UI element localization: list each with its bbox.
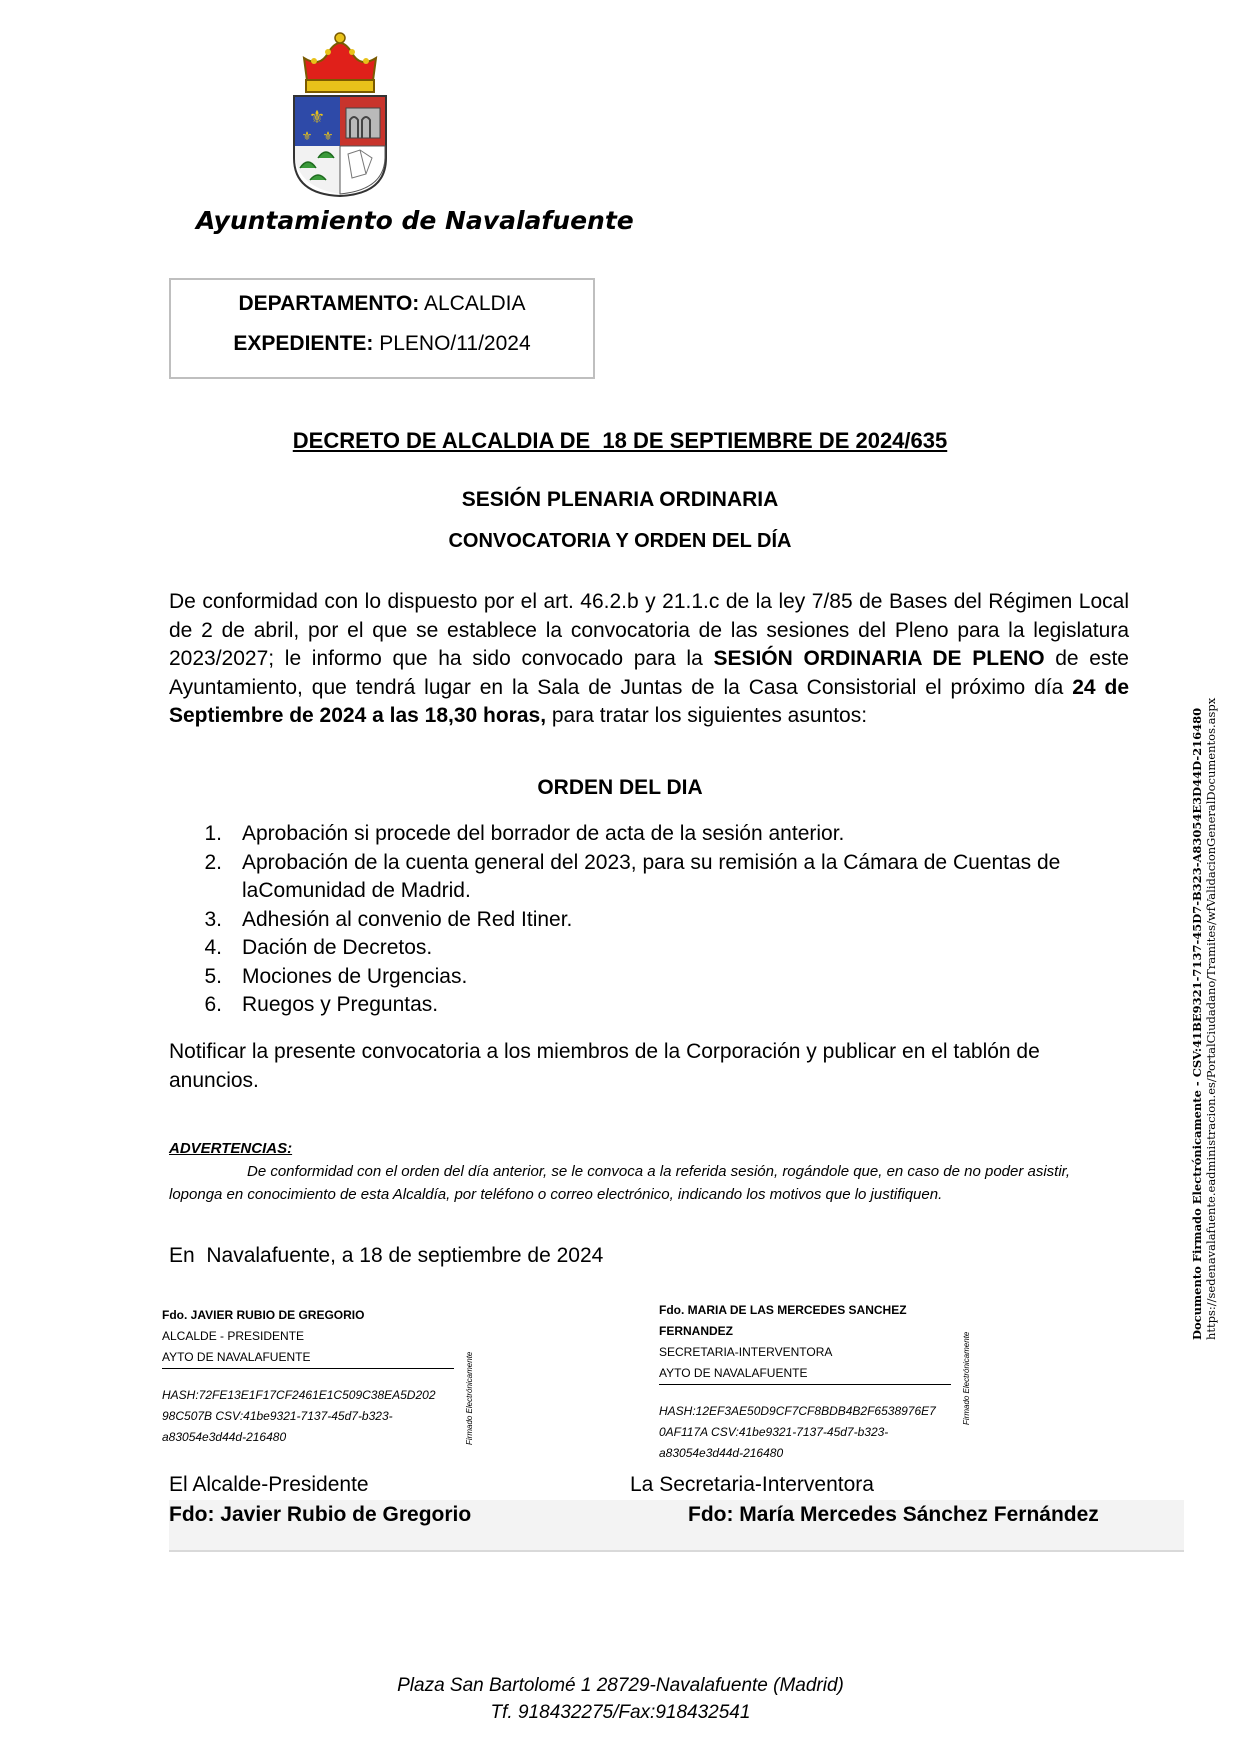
signature-name: Fdo. MARIA DE LAS MERCEDES SANCHEZ FERNANDEZ bbox=[659, 1303, 907, 1338]
body-text-1: De conformidad con lo dispuesto por el art. 46.2.b y 21.1.c de la ley 7/85 de Bases del Régimen Local de 2 de abril, por el que se establece la convocatoria de las sesiones del Pleno para la legislatura 2023/2027; le informo que ha sido convocado para la bbox=[169, 590, 1129, 670]
signature-role: ALCALDE - PRESIDENTE bbox=[162, 1329, 305, 1343]
agenda-item-number: 3. bbox=[204, 907, 222, 931]
orden-title: ORDEN DEL DIA bbox=[537, 776, 703, 799]
body-text-2: de este Ayuntamiento, que tendrá lugar en la Sala de Juntas de la Casa Consistorial el próximo día bbox=[169, 647, 1129, 699]
signature-hash: HASH:72FE13E1F17CF2461E1C509C38EA5D202 bbox=[162, 1388, 436, 1402]
svg-text:⚜: ⚜ bbox=[322, 129, 334, 143]
svg-text:⚜: ⚜ bbox=[308, 107, 326, 128]
town-name: Ayuntamiento de Navalafuente bbox=[196, 206, 634, 235]
convocatoria-title: CONVOCATORIA Y ORDEN DEL DÍA bbox=[448, 530, 792, 552]
signature-org: AYTO DE NAVALAFUENTE bbox=[162, 1347, 454, 1369]
agenda-item-text: Aprobación si procede del borrador de acta de la sesión anterior. bbox=[242, 822, 845, 845]
agenda-item-number: 6. bbox=[204, 993, 222, 1016]
signature-hash: a83054e3d44d-216480 bbox=[659, 1446, 784, 1460]
agenda-item bbox=[196, 991, 1136, 1020]
signature-stamp-right: Firmado Electrónicamente bbox=[962, 1331, 971, 1425]
signature-hash: a83054e3d44d-216480 bbox=[162, 1430, 287, 1444]
agenda-item bbox=[196, 820, 1136, 849]
signature-hash: HASH:12EF3AE50D9CF7CF8BDB4B2F6538976E7 bbox=[659, 1404, 936, 1418]
department-value: ALCALDIA bbox=[419, 292, 526, 315]
body-text-3: para tratar los siguientes asuntos: bbox=[546, 704, 868, 727]
agenda-item-text: Mociones de Urgencias. bbox=[242, 964, 468, 988]
place-date: En Navalafuente, a 18 de septiembre de 2024 bbox=[169, 1244, 604, 1267]
stamp-line-csv: Documento Firmado Electrónicamente - CSV:41BE9321-7137-45D7-B323-A83054E3D44D-216480 bbox=[1190, 707, 1204, 1340]
agenda-item bbox=[196, 849, 1136, 906]
footer-address: Plaza San Bartolomé 1 28729-Navalafuente (Madrid) bbox=[397, 1675, 844, 1696]
decree-title: DECRETO DE ALCALDIA DE 18 DE SEPTIEMBRE DE 2024/635 bbox=[292, 428, 948, 453]
agenda-item-number: 2. bbox=[204, 850, 222, 874]
department-box bbox=[169, 278, 595, 379]
expediente-label: EXPEDIENTE: bbox=[233, 332, 374, 355]
closing-signer-right: Fdo: María Mercedes Sánchez Fernández bbox=[688, 1503, 1099, 1526]
closing-signer-left: Fdo: Javier Rubio de Gregorio bbox=[169, 1503, 472, 1526]
agenda-item-text: Aprobación de la cuenta general del 2023, para su remisión a la Cámara de Cuentas de laComunidad de Madrid. bbox=[242, 850, 1061, 902]
signature-role: SECRETARIA-INTERVENTORA bbox=[659, 1345, 833, 1359]
agenda-item-text: Adhesión al convenio de Red Itiner. bbox=[242, 907, 573, 931]
agenda-item bbox=[196, 906, 1136, 935]
svg-text:⚜: ⚜ bbox=[301, 129, 313, 143]
advertencias-text: De conformidad con el orden del día anterior, se le convoca a la referida sesión, rogándole que, en caso de no poder asistir, loponga en conocimiento de esta Alcaldía, por teléfono o correo electrónico, indicando los motivos que lo justifiquen. bbox=[169, 1163, 1071, 1203]
body-paragraph bbox=[169, 588, 1129, 731]
body-bold-session: SESIÓN ORDINARIA DE PLENO bbox=[713, 647, 1045, 670]
signature-hash: 0AF117A CSV:41be9321-7137-45d7-b323- bbox=[659, 1425, 889, 1439]
footer-phone: Tf. 918432275/Fax:918432541 bbox=[490, 1702, 751, 1723]
electronic-signature-stamp bbox=[1190, 698, 1218, 1340]
signature-stamp-left: Firmado Electrónicamente bbox=[465, 1351, 474, 1445]
agenda-item-number: 1. bbox=[204, 822, 222, 845]
agenda-item bbox=[196, 934, 1136, 963]
agenda-list bbox=[196, 820, 1136, 1020]
department-row bbox=[171, 292, 593, 316]
session-title: SESIÓN PLENARIA ORDINARIA bbox=[461, 488, 779, 511]
agenda-item-text: Ruegos y Preguntas. bbox=[242, 993, 439, 1016]
agenda-item bbox=[196, 963, 1136, 992]
signature-hash: 98C507B CSV:41be9321-7137-45d7-b323- bbox=[162, 1409, 393, 1423]
coat-of-arms-icon bbox=[290, 28, 390, 198]
signature-block-right bbox=[659, 1300, 979, 1464]
signature-org: AYTO DE NAVALAFUENTE bbox=[659, 1363, 951, 1385]
notify-paragraph: Notificar la presente convocatoria a los miembros de la Corporación y publicar en el tablón de anuncios. bbox=[169, 1040, 1040, 1092]
body-bold-date: 24 de Septiembre de 2024 a las 18,30 horas, bbox=[169, 675, 1130, 727]
agenda-item-text: Dación de Decretos. bbox=[242, 936, 433, 959]
advertencias-title: ADVERTENCIAS: bbox=[169, 1140, 293, 1157]
agenda-item-number: 5. bbox=[204, 964, 222, 988]
department-label: DEPARTAMENTO: bbox=[238, 292, 420, 315]
signature-name: Fdo. JAVIER RUBIO DE GREGORIO bbox=[162, 1308, 365, 1322]
expediente-value: PLENO/11/2024 bbox=[373, 332, 531, 355]
closing-role-left: El Alcalde-Presidente bbox=[169, 1473, 369, 1496]
closing-role-right: La Secretaria-Interventora bbox=[630, 1473, 874, 1496]
signature-block-left bbox=[162, 1305, 462, 1448]
expediente-row bbox=[171, 332, 593, 356]
stamp-line-url: https://sedenavalafuente.eadministracion.es/PortalCiudadano/Tramites/wfValidacionGeneralDocumentos.aspx bbox=[1204, 697, 1218, 1340]
agenda-item-number: 4. bbox=[204, 936, 222, 959]
